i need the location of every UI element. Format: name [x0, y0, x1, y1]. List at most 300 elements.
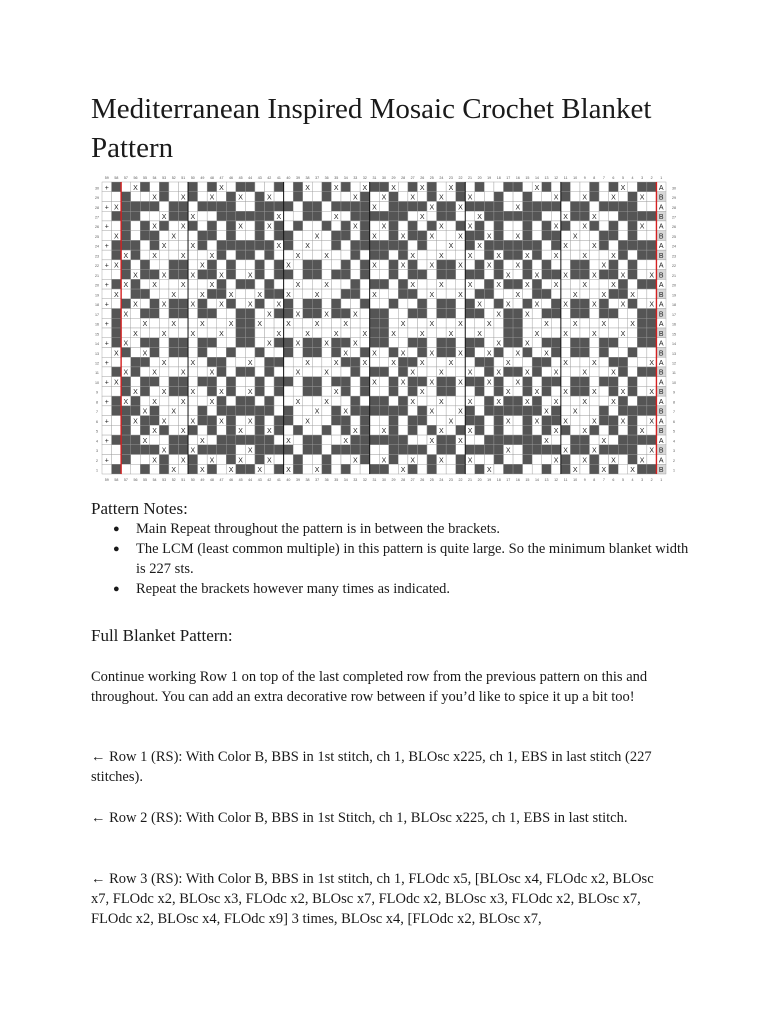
chart-cell [599, 377, 609, 387]
chart-cell [484, 250, 494, 260]
cell-symbol: X [219, 301, 224, 309]
cell-symbol: X [324, 340, 329, 348]
cell-symbol: X [200, 437, 205, 445]
cell-symbol: X [496, 252, 502, 260]
row-number: 24 [672, 244, 676, 249]
cell-symbol: X [639, 428, 645, 436]
chart-cell [274, 357, 284, 367]
chart-cell [465, 435, 475, 445]
chart-cell [293, 347, 303, 357]
chart-cell [131, 347, 141, 357]
cell-symbol: X [161, 213, 167, 221]
chart-cell [618, 435, 628, 445]
chart-cell [303, 435, 313, 445]
cell-symbol: X [114, 262, 119, 270]
chart-cell [609, 338, 619, 348]
chart-cell [169, 192, 179, 202]
chart-cell [590, 289, 600, 299]
row-number: 5 [96, 429, 98, 434]
chart-cell [618, 279, 628, 289]
cell-symbol: X [333, 213, 339, 221]
cell-symbol: X [620, 272, 626, 280]
chart-cell [370, 211, 380, 221]
chart-cell [580, 270, 590, 280]
chart-cell [618, 289, 628, 299]
chart-cell [417, 299, 427, 309]
chart-cell [274, 250, 284, 260]
chart-cell [484, 270, 494, 280]
chart-cell [265, 328, 275, 338]
chart-cell [570, 338, 580, 348]
chart-cell [140, 192, 150, 202]
chart-cell [475, 192, 485, 202]
chart-cell [628, 357, 638, 367]
cell-symbol: X [286, 262, 291, 270]
chart-cell [284, 270, 294, 280]
chart-cell [293, 299, 303, 309]
cell-symbol: A [658, 204, 664, 212]
column-number: 34 [343, 478, 348, 482]
cell-symbol: X [161, 418, 167, 426]
chart-cell [408, 445, 418, 455]
chart-cell [590, 309, 600, 319]
chart-cell [284, 299, 294, 309]
cell-symbol: + [104, 282, 109, 290]
row-number: 25 [95, 234, 99, 239]
chart-cell [389, 464, 399, 474]
chart-cell [484, 289, 494, 299]
column-number: 33 [353, 176, 358, 180]
list-item [91, 519, 691, 539]
chart-cell [475, 260, 485, 270]
chart-cell [437, 201, 447, 211]
chart-cell [427, 338, 437, 348]
chart-cell [513, 445, 523, 455]
column-number: 16 [515, 478, 520, 482]
chart-cell [370, 299, 380, 309]
chart-cell [475, 221, 485, 231]
chart-cell [456, 270, 466, 280]
chart-cell [284, 357, 294, 367]
chart-cell [217, 347, 227, 357]
chart-cell [561, 279, 571, 289]
chart-cell [293, 231, 303, 241]
chart-cell [637, 201, 647, 211]
cell-symbol: X [611, 282, 616, 290]
chart-cell [341, 445, 351, 455]
cell-symbol: X [391, 184, 396, 192]
chart-cell [494, 455, 504, 465]
chart-cell [312, 270, 322, 280]
chart-cell [456, 240, 466, 250]
chart-cell [370, 406, 380, 416]
cell-symbol: X [515, 262, 521, 270]
chart-cell [437, 309, 447, 319]
row-number: 12 [672, 361, 676, 366]
chart-cell [312, 367, 322, 377]
chart-cell [580, 231, 590, 241]
chart-cell [580, 416, 590, 426]
chart-cell [513, 182, 523, 192]
chart-cell [513, 221, 523, 231]
column-number: 12 [554, 478, 559, 482]
chart-cell [255, 425, 265, 435]
chart-cell [178, 270, 188, 280]
chart-cell [226, 347, 236, 357]
chart-cell [590, 425, 600, 435]
cell-symbol: X [286, 291, 291, 299]
chart-cell [293, 260, 303, 270]
cell-symbol: X [458, 350, 463, 358]
cell-symbol: X [649, 418, 654, 426]
chart-cell [427, 416, 437, 426]
chart-cell [178, 377, 188, 387]
chart-cell [513, 318, 523, 328]
cell-symbol: X [439, 457, 444, 465]
chart-cell [351, 270, 361, 280]
chart-cell [303, 406, 313, 416]
chart-cell [570, 240, 580, 250]
chart-cell [570, 347, 580, 357]
cell-symbol: X [525, 282, 530, 290]
chart-cell [475, 396, 485, 406]
chart-cell [159, 435, 169, 445]
chart-cell [647, 192, 657, 202]
chart-cell [475, 445, 485, 455]
column-number: 11 [563, 176, 568, 180]
chart-cell [609, 435, 619, 445]
chart-cell [618, 250, 628, 260]
chart-cell [331, 406, 341, 416]
chart-cell [475, 416, 485, 426]
chart-cell [523, 357, 533, 367]
chart-cell [503, 221, 513, 231]
cell-symbol: B [658, 447, 664, 455]
row-number: 17 [672, 312, 676, 317]
chart-cell [351, 347, 361, 357]
cell-symbol: X [534, 418, 540, 426]
chart-cell [465, 338, 475, 348]
chart-cell [590, 279, 600, 289]
row-1-instructions: ← Row 1 (RS): With Color B, BBS in 1st stitch, ch 1, BLOsc x225, ch 1, EBS in last stitch (227 stitches). [91, 749, 652, 786]
chart-cell [236, 357, 246, 367]
chart-cell [446, 289, 456, 299]
chart-cell [188, 279, 198, 289]
chart-cell [140, 425, 150, 435]
column-number: 58 [114, 478, 119, 482]
column-number: 55 [143, 176, 148, 180]
chart-cell [417, 347, 427, 357]
chart-cell [542, 279, 552, 289]
chart-cell [599, 338, 609, 348]
chart-cell [303, 318, 313, 328]
chart-cell [570, 435, 580, 445]
cell-symbol: X [381, 457, 387, 465]
chart-cell [207, 377, 217, 387]
chart-cell [379, 318, 389, 328]
chart-cell [523, 435, 533, 445]
chart-cell [637, 416, 647, 426]
chart-cell [628, 347, 638, 357]
cell-symbol: X [123, 311, 129, 319]
chart-cell [245, 396, 255, 406]
chart-cell [341, 416, 351, 426]
chart-cell [599, 309, 609, 319]
column-number: 16 [515, 176, 520, 180]
chart-cell [159, 309, 169, 319]
chart-cell [484, 425, 494, 435]
chart-cell [599, 270, 609, 280]
chart-cell [322, 270, 332, 280]
column-number: 45 [238, 478, 243, 482]
chart-cell [570, 201, 580, 211]
chart-cell [427, 455, 437, 465]
chart-cell [618, 240, 628, 250]
cell-symbol: X [276, 301, 282, 309]
cell-symbol: X [553, 252, 559, 260]
chart-cell [159, 396, 169, 406]
chart-cell [599, 386, 609, 396]
chart-cell [523, 221, 533, 231]
chart-cell [389, 396, 399, 406]
cell-symbol: X [439, 223, 444, 231]
cell-symbol: X [611, 194, 616, 202]
cell-symbol: X [381, 428, 387, 436]
chart-cell [198, 406, 208, 416]
column-number: 7 [602, 478, 605, 482]
chart-cell [265, 347, 275, 357]
cell-symbol: X [266, 311, 272, 319]
cell-symbol: B [658, 233, 664, 241]
cell-symbol: X [601, 291, 607, 299]
chart-cell [169, 309, 179, 319]
chart-cell [159, 464, 169, 474]
chart-cell [398, 240, 408, 250]
cell-symbol: B [658, 272, 664, 280]
chart-cell [284, 396, 294, 406]
cell-symbol: X [305, 184, 310, 192]
chart-cell [398, 299, 408, 309]
chart-cell [217, 357, 227, 367]
chart-cell [150, 464, 160, 474]
chart-cell [628, 386, 638, 396]
chart-cell [503, 318, 513, 328]
chart-cell [417, 416, 427, 426]
chart-cell [265, 318, 275, 328]
chart-cell [570, 328, 580, 338]
column-number: 19 [487, 478, 492, 482]
column-number: 26 [420, 176, 425, 180]
chart-cell [274, 270, 284, 280]
cell-symbol: X [591, 447, 597, 455]
chart-cell [178, 240, 188, 250]
chart-cell [198, 367, 208, 377]
chart-cell [494, 192, 504, 202]
chart-cell [370, 240, 380, 250]
chart-cell [140, 396, 150, 406]
chart-cell [112, 425, 122, 435]
chart-cell [494, 260, 504, 270]
chart-cell [398, 250, 408, 260]
chart-cell [628, 250, 638, 260]
chart-cell [417, 445, 427, 455]
cell-symbol: X [114, 350, 119, 358]
cell-symbol: X [410, 282, 416, 290]
chart-cell [446, 299, 456, 309]
chart-cell [360, 309, 370, 319]
cell-symbol: X [142, 321, 148, 329]
cell-symbol: X [114, 204, 119, 212]
chart-cell [389, 406, 399, 416]
chart-cell [379, 279, 389, 289]
cell-symbol: X [161, 272, 167, 280]
chart-cell [609, 289, 619, 299]
chart-cell [370, 464, 380, 474]
chart-cell [331, 289, 341, 299]
chart-cell [226, 377, 236, 387]
chart-cell [207, 435, 217, 445]
chart-cell [637, 338, 647, 348]
chart-cell [121, 231, 131, 241]
pattern-notes-heading: Pattern Notes: [91, 499, 188, 518]
chart-cell [503, 201, 513, 211]
chart-cell [446, 221, 456, 231]
chart-cell [484, 211, 494, 221]
chart-cell [408, 309, 418, 319]
chart-cell [542, 289, 552, 299]
chart-cell [274, 445, 284, 455]
cell-symbol: X [180, 428, 186, 436]
cell-symbol: X [419, 359, 425, 367]
chart-cell [217, 231, 227, 241]
row-number: 7 [673, 410, 675, 415]
chart-cell [341, 201, 351, 211]
chart-cell [207, 338, 217, 348]
chart-cell [408, 211, 418, 221]
chart-cell [265, 357, 275, 367]
chart-cell [131, 309, 141, 319]
cell-symbol: X [247, 272, 253, 280]
chart-cell [561, 318, 571, 328]
note-text: Main Repeat throughout the pattern is in between the brackets. [136, 521, 501, 537]
chart-cell [351, 260, 361, 270]
cell-symbol: X [295, 340, 301, 348]
chart-cell [389, 367, 399, 377]
cell-symbol: X [572, 321, 578, 329]
chart-cell [169, 445, 179, 455]
cell-symbol: X [515, 291, 521, 299]
chart-cell [112, 445, 122, 455]
chart-cell [503, 435, 513, 445]
chart-cell [513, 464, 523, 474]
column-number: 56 [133, 478, 138, 482]
chart-cell [255, 192, 265, 202]
chart-cell [265, 464, 275, 474]
chart-cell [551, 328, 561, 338]
cell-symbol: X [496, 340, 502, 348]
chart-cell [446, 279, 456, 289]
chart-cell [121, 347, 131, 357]
chart-cell [389, 386, 399, 396]
chart-cell [542, 240, 552, 250]
chart-cell [121, 270, 131, 280]
cell-symbol: X [611, 398, 616, 406]
cell-symbol: X [114, 291, 119, 299]
chart-cell [274, 192, 284, 202]
chart-cell [150, 406, 160, 416]
list-item [91, 539, 691, 579]
chart-cell [255, 396, 265, 406]
cell-symbol: X [572, 408, 578, 416]
cell-symbol: + [104, 321, 109, 329]
cell-symbol: X [238, 223, 243, 231]
chart-cell [150, 231, 160, 241]
chart-cell [140, 201, 150, 211]
cell-symbol: X [505, 359, 511, 367]
chart-cell [131, 231, 141, 241]
chart-cell [503, 231, 513, 241]
cell-symbol: X [219, 330, 224, 338]
column-number: 44 [248, 478, 253, 482]
cell-symbol: X [276, 243, 282, 251]
chart-cell [341, 240, 351, 250]
row-number: 30 [672, 186, 676, 191]
chart-cell [131, 338, 141, 348]
chart-cell [427, 279, 437, 289]
chart-cell [570, 270, 580, 280]
column-number: 27 [410, 176, 415, 180]
chart-cell [331, 425, 341, 435]
cell-symbol: + [104, 301, 109, 309]
chart-cell [217, 406, 227, 416]
chart-cell [494, 347, 504, 357]
chart-cell [370, 279, 380, 289]
chart-cell [255, 240, 265, 250]
cell-symbol: X [123, 252, 129, 260]
chart-cell [599, 211, 609, 221]
chart-cell [284, 406, 294, 416]
chart-cell [408, 231, 418, 241]
cell-symbol: X [553, 457, 559, 465]
chart-cell [131, 377, 141, 387]
chart-cell [503, 425, 513, 435]
chart-cell [226, 425, 236, 435]
chart-cell [494, 386, 504, 396]
cell-symbol: X [219, 272, 224, 280]
chart-cell [417, 435, 427, 445]
column-number: 39 [295, 176, 300, 180]
chart-cell [293, 192, 303, 202]
chart-cell [198, 270, 208, 280]
chart-cell [293, 386, 303, 396]
chart-cell [112, 367, 122, 377]
chart-cell [140, 386, 150, 396]
chart-cell [131, 279, 141, 289]
chart-cell [159, 182, 169, 192]
chart-cell [198, 192, 208, 202]
column-number: 30 [382, 176, 386, 180]
chart-cell [618, 309, 628, 319]
column-number: 46 [229, 176, 234, 180]
chart-cell [207, 211, 217, 221]
cell-symbol: X [553, 282, 559, 290]
chart-cell [331, 279, 341, 289]
column-number: 37 [315, 478, 320, 482]
cell-symbol: X [152, 428, 157, 436]
chart-cell [265, 396, 275, 406]
chart-cell [503, 309, 513, 319]
row-number: 9 [96, 390, 98, 395]
